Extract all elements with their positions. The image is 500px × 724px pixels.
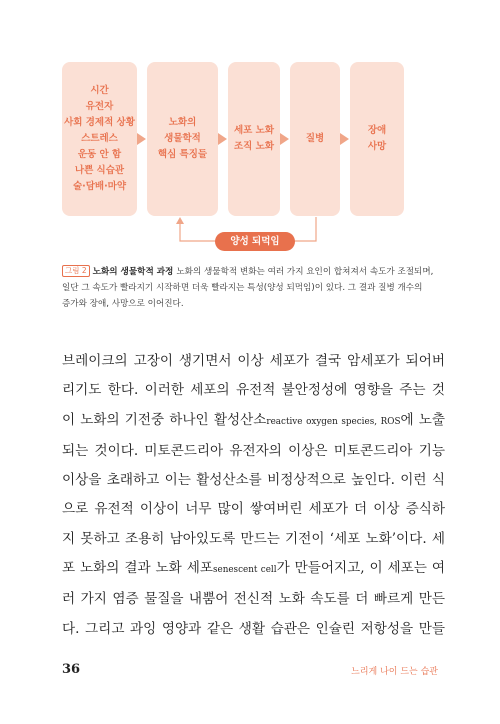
body-line: 리기도 한다. 이러한 세포의 유전적 불안정성에 영향을 주는 것 <box>62 382 445 399</box>
body-line: 다. 그리고 과잉 영양과 같은 생활 습관은 인슐린 저항성을 만들 <box>62 620 445 637</box>
box-line: 조직 노화 <box>233 141 274 152</box>
body-text-segment: 에 노출 <box>400 411 446 428</box>
figure-caption <box>62 264 442 312</box>
body-line: 지 못하고 조용히 남아있도록 만드는 기전이 ‘세포 노화’이다. 세 <box>62 530 445 547</box>
cause-item: 사회 경제적 상황 <box>64 117 135 128</box>
body-line: 이상을 초래하고 이는 활성산소를 비정상적으로 높인다. 이런 식 <box>62 472 445 489</box>
body-paragraph <box>62 347 445 644</box>
cause-item: 나쁜 식습관 <box>74 165 125 176</box>
running-head: 느리게 나이 드는 습관 <box>351 667 438 677</box>
cause-item: 술·담배·마약 <box>72 181 127 192</box>
cause-item: 스트레스 <box>81 133 118 144</box>
box-line: 장애 <box>367 125 387 136</box>
caption-text: 노화의 생물학적 변화는 여러 가지 요인이 합쳐져서 속도가 조절되며, 일단 그 속도가 빨라지기 시작하면 더욱 빨라지는 특성(양성 되먹임)이 있다. 그 결과 질병 개수의 증가와 장애, 사망으로 이어진다. <box>62 267 434 309</box>
box-line: 세포 노화 <box>233 125 274 136</box>
cause-item: 시간 <box>90 85 109 96</box>
cause-item: 운동 안 함 <box>77 149 122 160</box>
body-line <box>62 406 445 437</box>
body-line: 러 가지 염증 물질을 내뿜어 전신적 노화 속도를 더 빠르게 만든 <box>62 591 445 608</box>
body-line: 되는 것이다. 미토콘드리아 유전자의 이상은 미토콘드리아 기능 <box>62 442 445 459</box>
caption-title: 노화의 생물학적 과정 <box>92 267 174 277</box>
box-line: 사망 <box>367 141 387 152</box>
page-number: 36 <box>62 662 81 677</box>
body-line: 으로 유전적 이상이 너무 많이 쌓여버린 세포가 더 이상 증식하 <box>62 501 445 518</box>
body-text-segment: 가 만들어지고, 이 세포는 여 <box>276 560 445 577</box>
english-term: senescent cell <box>212 565 277 576</box>
feedback-loop-label: 양성 되먹임 <box>215 232 295 251</box>
box-line: 생물학적 <box>164 133 201 144</box>
body-text-segment: 포 노화의 결과 노화 세포 <box>62 560 213 577</box>
body-line: 브레이크의 고장이 생기면서 이상 세포가 결국 암세포가 되어버 <box>62 353 445 369</box>
cause-item: 유전자 <box>85 101 114 112</box>
body-line <box>62 554 445 585</box>
box-line: 노화의 <box>168 117 197 128</box>
box-line: 질병 <box>305 133 325 144</box>
box-line: 핵심 특징들 <box>157 149 208 160</box>
english-term: reactive oxygen species, ROS <box>266 416 401 427</box>
body-text-segment: 이 노화의 기전중 하나인 활성산소 <box>62 411 267 428</box>
figure-tag: 그림 2 <box>62 265 90 277</box>
feedback-loop-arrow <box>0 0 500 260</box>
